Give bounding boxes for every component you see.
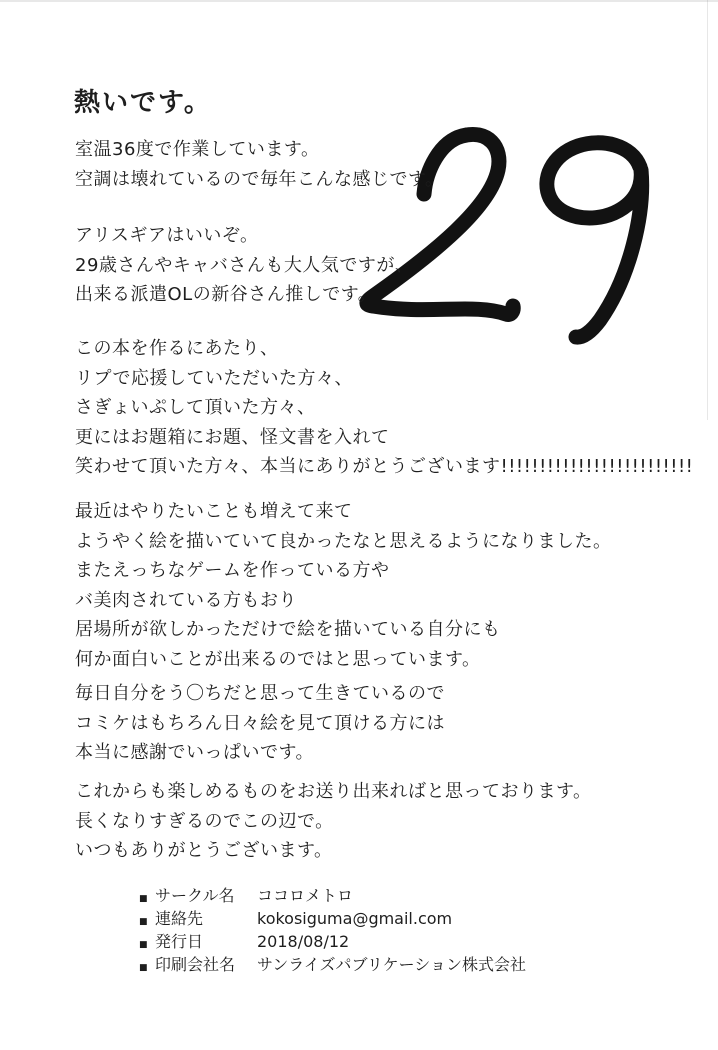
text-line: 空調は壊れているので毎年こんな感じです。 [75, 168, 444, 190]
text-line: 毎日自分をう〇ちだと思って生きているので [75, 683, 445, 704]
colophon [139, 886, 526, 978]
text-line: 居場所が欲しかっただけで絵を描いている自分にも [75, 619, 501, 640]
scan-edge-top [0, 0, 718, 2]
colophon-value: ココロメトロ [257, 886, 354, 905]
text-line: いつもありがとうございます。 [75, 840, 333, 861]
colophon-label: 発行日 [155, 932, 204, 951]
colophon-row [139, 932, 526, 955]
colophon-row [139, 955, 526, 978]
colophon-row [139, 886, 526, 909]
text-line: バ美肉されている方もおり [75, 589, 297, 611]
text-line: 笑わせて頂いた方々、本当にありがとうございます!!!!!!!!!!!!!!!!!!!!!!!!! [75, 456, 694, 477]
colophon-label: 印刷会社名 [155, 955, 236, 974]
paragraph [75, 221, 413, 310]
paragraph [75, 334, 693, 482]
square-bullet-icon: ■ [139, 940, 148, 950]
square-bullet-icon: ■ [139, 894, 148, 904]
paragraph [75, 497, 612, 674]
text-line: コミケはもちろん日々絵を見て頂ける方には [75, 712, 445, 734]
text-line: 何か面白いことが出来るのではと思っています。 [75, 648, 481, 670]
colophon-label: 連絡先 [155, 909, 204, 928]
text-line: またえっちなゲームを作っている方や [75, 560, 390, 581]
text-line: 29歳さんやキャバさんも大人気ですが、 [75, 254, 414, 276]
colophon-label: サークル名 [155, 886, 235, 905]
text-line: 出来る派遣OLの新谷さん推しです。 [75, 284, 377, 305]
square-bullet-icon: ■ [139, 917, 148, 927]
square-bullet-icon: ■ [139, 963, 148, 973]
text-line: 最近はやりたいことも増えて来て [75, 501, 353, 522]
text-line: さぎょいぷして頂いた方々、 [75, 397, 316, 418]
text-line: この本を作るにあたり、 [75, 338, 279, 359]
scan-edge-right [707, 0, 708, 420]
colophon-value: 2018/08/12 [257, 932, 350, 951]
paragraph [75, 135, 444, 194]
text-line: アリスギアはいいぞ。 [75, 225, 259, 246]
text-line: 本当に感謝でいっぱいです。 [75, 742, 315, 763]
text-line: ようやく絵を描いていて良かったなと思えるようになりました。 [75, 530, 612, 552]
paragraph [75, 679, 445, 768]
colophon-value: kokosiguma@gmail.com [257, 909, 453, 928]
paragraph [75, 777, 592, 866]
text-line: 室温36度で作業しています。 [75, 139, 320, 160]
colophon-value: サンライズパブリケーション株式会社 [257, 955, 526, 974]
text-line: リプで応援していただいた方々、 [75, 367, 354, 389]
digit-9-stroke [547, 143, 642, 337]
text-line: 更にはお題箱にお題、怪文書を入れて [75, 426, 390, 448]
text-line: これからも楽しめるものをお送り出来ればと思っております。 [75, 781, 592, 802]
colophon-row [139, 909, 526, 932]
text-line: 長くなりすぎるのでこの辺で。 [75, 810, 334, 832]
page-title: 熱いです。 [74, 88, 212, 118]
